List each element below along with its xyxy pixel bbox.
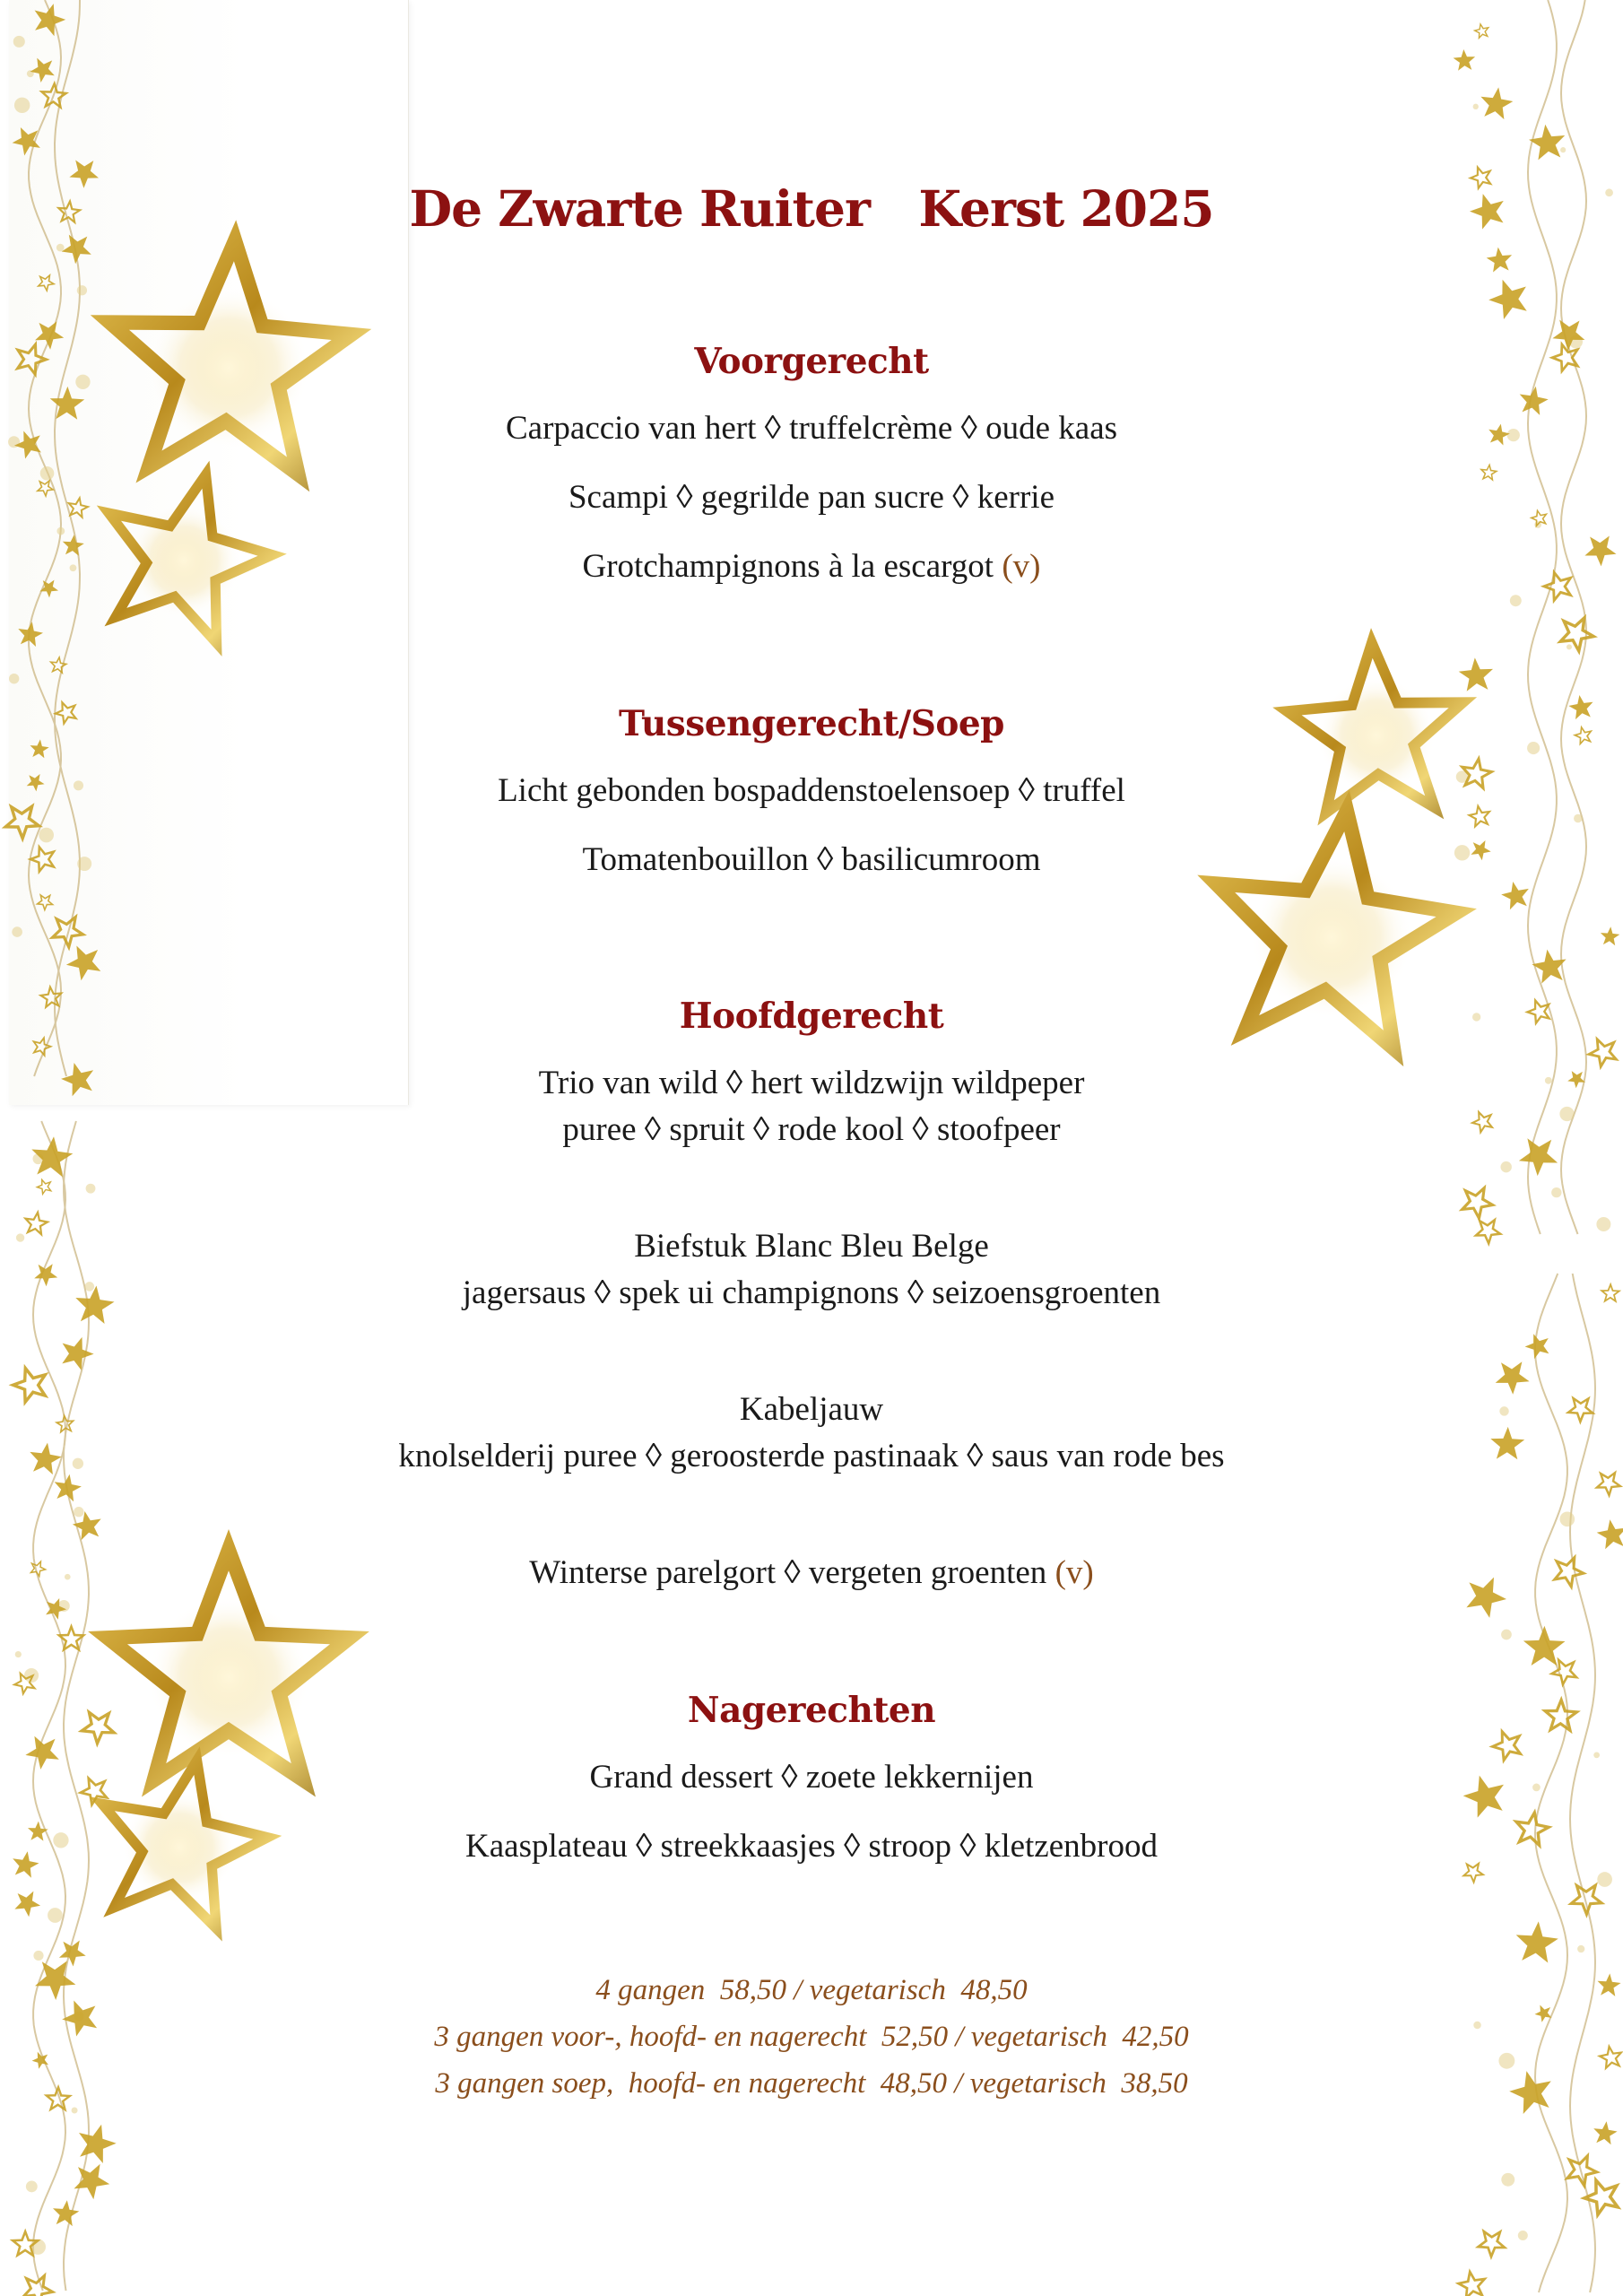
dish-biefstuk-line2: jagersaus ◊ spek ui champignons ◊ seizoensgroenten (462, 1274, 1161, 1311)
price-3-gangen-soep: 3 gangen soep, hoofd- en nagerecht 48,50 / vegetarisch 38,50 (435, 2067, 1188, 2100)
dish-grotchampignons (0, 544, 1623, 590)
price-4-gangen: 4 gangen 58,50 / vegetarisch 48,50 (595, 1974, 1028, 2006)
section-nagerechten (0, 1686, 1623, 1870)
menu-title: De Zwarte Ruiter Kerst 2025 (409, 179, 1214, 238)
dish-bospaddenstoelensoep: Licht gebonden bospaddenstoelensoep ◊ truffel (498, 772, 1125, 809)
dish-parelgort-label: Winterse parelgort ◊ vergeten groenten (529, 1554, 1047, 1591)
dish-kaasplateau: Kaasplateau ◊ streekkaasjes ◊ stroop ◊ kletzenbrood (465, 1828, 1158, 1865)
dish-kabeljauw-line2: knolselderij puree ◊ geroosterde pastinaak ◊ saus van rode bes (398, 1438, 1225, 1474)
heading-hoofdgerecht: Hoofdgerecht (679, 996, 944, 1037)
section-voorgerecht (0, 337, 1623, 590)
dish-kabeljauw-line1: Kabeljauw (739, 1391, 884, 1428)
dish-tomatenbouillon: Tomatenbouillon ◊ basilicumroom (582, 841, 1041, 878)
heading-voorgerecht: Voorgerecht (694, 341, 929, 382)
dish-trio-van-wild-line2: puree ◊ spruit ◊ rode kool ◊ stoofpeer (562, 1111, 1061, 1148)
heading-nagerechten: Nagerechten (687, 1690, 936, 1731)
dish-trio-van-wild-line1: Trio van wild ◊ hert wildzwijn wildpeper (538, 1065, 1085, 1101)
section-tussengerecht (0, 700, 1623, 883)
price-3-gangen-voor: 3 gangen voor-, hoofd- en nagerecht 52,50 / vegetarisch 42,50 (434, 2021, 1189, 2053)
dish-grand-dessert: Grand dessert ◊ zoete lekkernijen (589, 1759, 1034, 1796)
dish-scampi: Scampi ◊ gegrilde pan sucre ◊ kerrie (568, 479, 1055, 516)
dish-parelgort (0, 1550, 1623, 1596)
heading-tussengerecht: Tussengerecht/Soep (619, 703, 1004, 744)
section-hoofdgerecht (0, 992, 1623, 1596)
dish-grotchampignons-label: Grotchampignons à la escargot (582, 548, 994, 585)
price-list (0, 1967, 1623, 2107)
dish-biefstuk-line1: Biefstuk Blanc Bleu Belge (634, 1228, 989, 1265)
vegetarian-marker: (v) (1055, 1554, 1094, 1591)
vegetarian-marker: (v) (1002, 548, 1041, 585)
dish-carpaccio: Carpaccio van hert ◊ truffelcrème ◊ oude kaas (505, 410, 1118, 447)
